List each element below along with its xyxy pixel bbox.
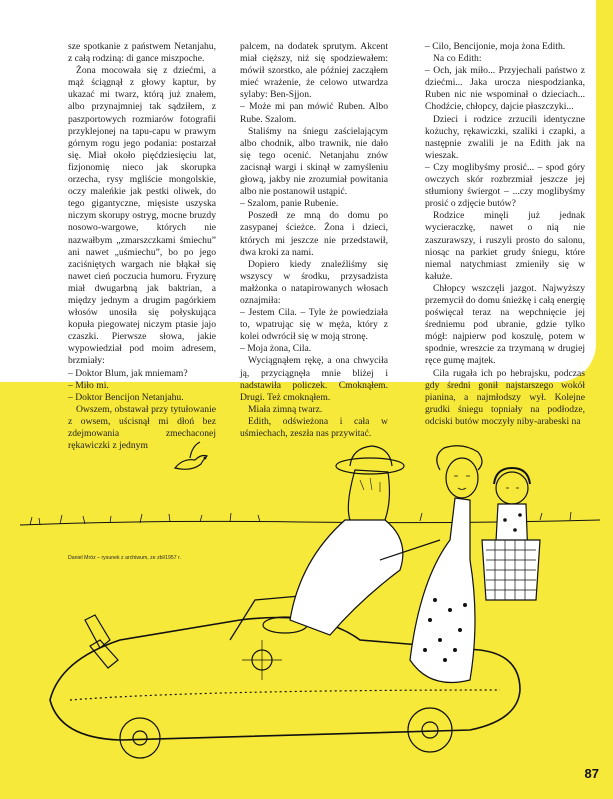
paragraph: – Cilo, Bencijonie, moja żona Edith. — [425, 41, 566, 52]
paragraph: Cila rugała ich po hebrajsku, podczas gdy średni gonił najstarszego wokół pianina, a najmłodszy wył. Kolejne grudki śniegu topniały na podłodze, odciski butów moczyły niby-arabeski na — [425, 367, 585, 427]
paragraph: Owszem, obstawał przy tytułowanie z owsem, uścisnął mi dłoń bez zdejmowania zmechaconej rękawiczki z jednym — [68, 403, 216, 452]
paragraph: – Doktor Bencijon Netanjahu. — [68, 391, 184, 403]
paragraph: Wyciągnąłem rękę, a ona chwyciła ją, przyciągnęła mnie bliżej i nadstawiła policzek. Cmoknąłem. Drugi. Też cmoknąłem. — [240, 355, 388, 403]
paragraph: – Jestem Cila. – Tyle że powiedziała to, wpatrując się w męża, który z kolei odwrócił się w moją stronę. — [240, 307, 388, 343]
paragraph: Staliśmy na śniegu zaścielającym albo chodnik, albo trawnik, nie dało się tego ocenić. Netanjahu znów zacisnął wargi i skinął w zamyśleniu głową, jakby nie zrozumiał powitania albo nie postanowił ustąpić. — [240, 125, 388, 198]
paragraph: Poszedł ze mną do domu po zasypanej ścieżce. Żona i dzieci, których mi jeszcze nie przedstawił, dwa kroki za nami. — [240, 210, 388, 258]
text-column-3 — [425, 41, 585, 428]
paragraph: Dzieci i rodzice zrzucili identyczne kożuchy, rękawiczki, szaliki i czapki, a następnie zwalili je na Edith jak na wieszak. — [425, 113, 585, 161]
paragraph: Dopiero kiedy znaleźliśmy się wszyscy w środku, przysadzista małżonka o natapirowanych włosach oznajmiła: — [240, 258, 388, 306]
driver-drawing — [290, 446, 404, 635]
paragraph: palcem, na dodatek sprutym. Akcent miał cięższy, niż się spodziewałem: mówił szorstko, ale później zacząłem mieć wrażenie, że celowo utwardza sylaby: Ben-Sjjon. — [240, 41, 388, 101]
paragraph: – Czy moglibyśmy prosić... – spod góry owczych skór rozbrzmiał jeszcze jej stłumiony świergot – ...czy moglibyśmy prosić o zdjęcie butów? — [425, 161, 585, 210]
paragraph: – Może mi pan mówić Ruben. Albo Rube. Szalom. — [240, 101, 388, 125]
paragraph: – Doktor Blum, jak mniemam? — [68, 367, 188, 379]
paragraph: – Miło mi. — [68, 379, 109, 391]
paragraph: Miała zimną twarz. — [248, 403, 323, 415]
page-number: 87 — [584, 766, 599, 781]
paragraph: Rodzice minęli już jednak wycieraczkę, nawet o nią nie zaszurawszy, i ruszyli prosto do salonu, niosąc na parkiet grudy śniegu, które niemal natychmiast zmieniły się w kałuże. — [425, 210, 585, 282]
text-column-2 — [240, 41, 388, 440]
paragraph: Żona mocowała się z dziećmi, a mąż ściągnął z głowy kaptur, by ukazać mi twarz, którą już znałem, albo przynajmniej tak sądziłem, z paszportowych rozmiarów fotografii przyklejonej na tapu-capu w prawym górnym rogu jego podania: postarzał się. Miał około pięćdziesięciu lat, fizjonomię nieco jak skorupka orzecha, rysy mgliście mongolskie, oczy maleńkie jak pestki oliwek, do tego gigantyczne, mięsiste uszyska niczym skorupy ostryg, mocne bruzdy nosowo-wargowe, których nie nazwałbym „zmarszczkami śmiechu” ani nawet „uśmiechu”, bo po jego zaciśniętych wargach nie błąkał się nawet cień poczucia humoru. Fryzurę miał dwugarbną jak baktrian, a między jednym a drugim pagórkiem włosów unosiła się połyskująca kopuła piegowatej niczym ptasie jajo czaszki. Pierwsze słowa, jakie wypowiedział pod moim adresem, brzmiały: — [68, 65, 216, 367]
bird-drawing — [175, 442, 207, 469]
legs-drawing — [85, 615, 118, 668]
paragraph: Na co Edith: — [433, 53, 482, 65]
paragraph: Edith, odświeżona i cała w uśmiechach, zeszła nas przywitać. — [240, 415, 388, 439]
illustration-caption: Daniel Mróz – rysunek z archiwum, ze zbl/1957 r. — [68, 555, 182, 561]
paragraph: sze spotkanie z państwem Netanjahu, z całą rodziną: di gance miszpoche. — [68, 41, 216, 65]
paragraph: Chłopcy wszczęli jazgot. Najwyższy przemycił do domu śnieżkę i całą energię poświęcał teraz na wepchnięcie jej średniemu pod ubranie, gdzie tylko mógł: najpierw pod koszulę, potem w spodnie, wreszcie za trzymaną w drugiej ręce gumę majtek. — [425, 282, 585, 367]
paragraph: – Och, jak miło... Przyjechali państwo z dziećmi... Jaka urocza niespodzianka, Ruben nic nie wspominał o dzieciach... Chodźcie, chłopcy, dajcie płaszczyki... — [425, 65, 585, 113]
child-drawing — [482, 468, 540, 600]
paragraph: – Moja żona, Cila. — [240, 343, 312, 355]
paragraph: – Szalom, panie Rubenie. — [240, 198, 339, 210]
